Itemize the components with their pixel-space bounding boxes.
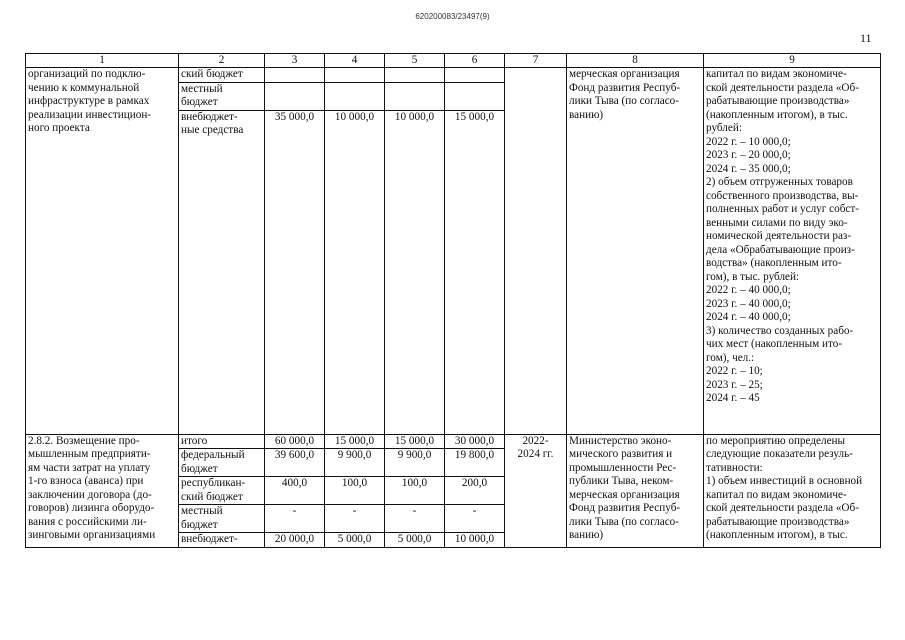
value-2024: 19 800,0 [445, 449, 505, 477]
value-total: 60 000,0 [265, 434, 325, 449]
value-2022 [325, 68, 385, 83]
value-2023: 10 000,0 [385, 110, 445, 434]
executor: Министерство эконо- мического развития и промышленности Рес- публики Тыва, неком- мерческая организация Фонд развития Респуб- лики Тыва (по согласо- ванию) [567, 434, 704, 547]
value-total: 35 000,0 [265, 110, 325, 434]
funding-source: внебюджет- ные средства [179, 110, 265, 434]
value-total [265, 82, 325, 110]
value-2023: - [385, 505, 445, 533]
indicators: капитал по видам экономиче- ской деятельности раздела «Об- рабатывающие производства» (накопленным итогом), в тыс. рублей: 2022 г. – 10 000,0; 2023 г. – 20 000,0; 2024 г. – 35 000,0; 2) объем отгруженных товаров собственного производства, вы- полненных работ и услуг собст- венными силами по виду эко- номической деятельности раз- дела «Обрабатывающие произ- водства» (накопленным ито- гом), в тыс. рублей: 2022 г. – 40 000,0; 2023 г. – 40 000,0; 2024 г. – 40 000,0; 3) количество созданных рабо- чих мест (накопленным ито- гом), чел.: 2022 г. – 10; 2023 г. – 25; 2024 г. – 45 [704, 68, 881, 435]
value-2022: 100,0 [325, 477, 385, 505]
header-row [26, 54, 881, 68]
header-cell: 4 [325, 54, 385, 68]
value-total [265, 68, 325, 83]
value-2024: - [445, 505, 505, 533]
funding-source: республикан- ский бюджет [179, 477, 265, 505]
funding-source: федеральный бюджет [179, 449, 265, 477]
header-cell: 1 [26, 54, 179, 68]
value-2024: 200,0 [445, 477, 505, 505]
period: 2022- 2024 гг. [505, 434, 567, 547]
header-cell: 5 [385, 54, 445, 68]
measure-name: организаций по подклю- чению к коммунальной инфраструктуре в рамках реализации инвестицион- ного проекта [26, 68, 179, 435]
value-2022: 10 000,0 [325, 110, 385, 434]
value-2023: 5 000,0 [385, 533, 445, 548]
page-number: 11 [860, 31, 872, 45]
header-cell: 6 [445, 54, 505, 68]
value-2022: - [325, 505, 385, 533]
indicators: по мероприятию определены следующие показатели резуль- тативности: 1) объем инвестиций в основной капитал по видам экономиче- ской деятельности раздела «Об- рабатывающие производства» (накопленным итогом), в тыс. [704, 434, 881, 547]
executor: мерческая организация Фонд развития Респуб- лики Тыва (по согласо- ванию) [567, 68, 704, 435]
document-id: 620200083/23497(9) [415, 12, 490, 21]
value-2023: 15 000,0 [385, 434, 445, 449]
value-2023 [385, 82, 445, 110]
value-2024: 15 000,0 [445, 110, 505, 434]
value-2024 [445, 82, 505, 110]
funding-source: внебюджет- [179, 533, 265, 548]
table-row [26, 434, 881, 449]
period-cell [505, 68, 567, 435]
header-cell: 8 [567, 54, 704, 68]
value-total: 20 000,0 [265, 533, 325, 548]
value-2023 [385, 68, 445, 83]
header-cell: 3 [265, 54, 325, 68]
value-2022 [325, 82, 385, 110]
value-total: 39 600,0 [265, 449, 325, 477]
header-cell: 7 [505, 54, 567, 68]
value-2022: 5 000,0 [325, 533, 385, 548]
value-2023: 100,0 [385, 477, 445, 505]
value-total: 400,0 [265, 477, 325, 505]
value-2024: 30 000,0 [445, 434, 505, 449]
value-2022: 9 900,0 [325, 449, 385, 477]
value-2024: 10 000,0 [445, 533, 505, 548]
header-cell: 9 [704, 54, 881, 68]
program-table [25, 53, 881, 548]
measure-name: 2.8.2. Возмещение про- мышленным предприяти- ям части затрат на уплату 1-го взноса (аванса) при заключении договора (до- говоров) лизинга оборудо- вания с российскими ли- зинговыми организациями [26, 434, 179, 547]
funding-source: местный бюджет [179, 82, 265, 110]
funding-source: местный бюджет [179, 505, 265, 533]
value-2024 [445, 68, 505, 83]
funding-source: ский бюджет [179, 68, 265, 83]
table-row [26, 68, 881, 83]
funding-source: итого [179, 434, 265, 449]
value-2023: 9 900,0 [385, 449, 445, 477]
header-cell: 2 [179, 54, 265, 68]
value-total: - [265, 505, 325, 533]
value-2022: 15 000,0 [325, 434, 385, 449]
